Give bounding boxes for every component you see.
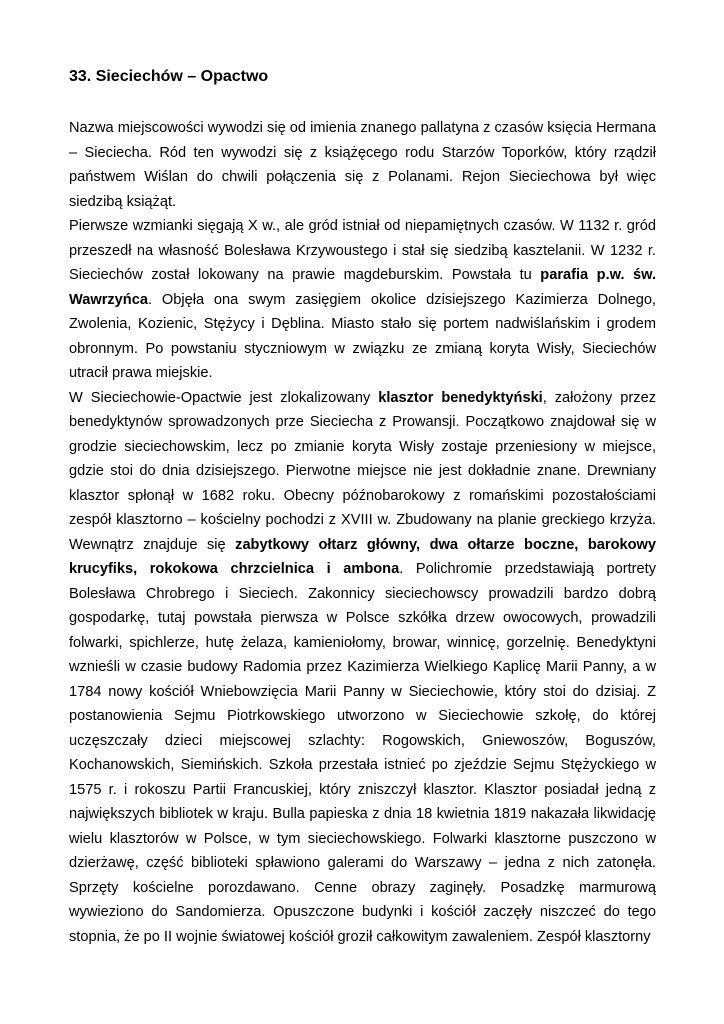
- paragraph-monastery-text-cont: , założony przez benedyktynów sprowadzonych prze Sieciecha z Prowansji. Początkowo znajdował się w grodzie sieciechowskim, lecz po zmianie koryta Wisły zostaje przeniesiony w miejsce, gdzie stoi do dnia dzisiejszego. Pierwotne miejsce nie jest dokładnie znane. Drewniany klasztor spłonął w 1682 roku. Obecny późnobarokowy z romańskimi pozostałościami zespół klasztorno – kościelny pochodzi z XVIII w. Zbudowany na planie greckiego krzyża. Wewnątrz znajduje się: [69, 389, 656, 553]
- monuments-list: zabytkowy ołtarz główny, dwa ołtarze boczne, barokowy krucyfiks, rokokowa chrzcielnica i ambona: [69, 536, 656, 577]
- paragraph-history: [69, 214, 656, 386]
- page-title: 33. Sieciechów – Opactwo: [69, 68, 269, 85]
- document-body: [69, 116, 656, 949]
- paragraph-origin: Nazwa miejscowości wywodzi się od imienia znanego pallatyna z czasów księcia Hermana – Sieciecha. Ród ten wywodzi się z książęcego rodu Starzów Toporków, który rządził państwem Wiślan do chwili połączenia się z Polanami. Rejon Sieciechowa był więc siedzibą książąt.: [69, 120, 656, 210]
- parish-name: parafia p.w. św. Wawrzyńca: [69, 267, 657, 308]
- paragraph-monastery-text-end: . Polichromie przedstawiają portrety Bolesława Chrobrego i Sieciech. Zakonnicy sieciechowscy prowadzili bardzo dobrą gospodarkę, tutaj powstała pierwsza w Polsce szkółka drzew owocowych, prowadzili folwarki, spichlerze, hutę żelaza, kamieniołomy, browar, winnicę, gorzelnię. Benedyktyni wznieśli w czasie budowy Radomia przez Kazimierza Wielkiego Kaplicę Marii Panny, a w 1784 nowy kościół Wniebowzięcia Marii Panny w Sieciechowie, który stoi do dzisiaj. Z postanowienia Sejmu Piotrkowskiego utworzono w Sieciechowie szkołę, do której uczęszczały dzieci miejscowej szlachty: Rogowskich, Gniewoszów, Boguszów, Kochanowskich, Siemińskich. Szkoła przestała istnieć po zjeździe Sejmu Stężyckiego w 1575 r. i rokoszu Partii Francuskiej, który zniszczył klasztor. Klasztor posiadał jedną z największych bibliotek w kraju. Bulla papieska z dnia 18 kwietnia 1819 nakazała likwidację wielu klasztorów w Polsce, w tym sieciechowskiego. Folwarki klasztorne puszczono w dzierżawę, część biblioteki spławiono galerami do Warszawy – jedna z nich zatonęła. Sprzęty kościelne porozdawano. Cenne obrazy zaginęły. Posadzkę marmurową wywieziono do Sandomierza. Opuszczone budynki i kościół zaczęły niszczeć do tego stopnia, że po II wojnie światowej kościół groził całkowitym zawaleniem. Zespół klasztorny: [69, 561, 657, 945]
- paragraph-monastery-text: W Sieciechowie-Opactwie jest zlokalizowany: [69, 389, 379, 406]
- paragraph-monastery: [69, 386, 656, 950]
- monastery-name: klasztor benedyktyński: [378, 389, 543, 406]
- paragraph-history-text-cont: . Objęła ona swym zasięgiem okolice dzisiejszego Kazimierza Dolnego, Zwolenia, Kozienic, Stężycy i Dęblina. Miasto stało się portem nadwiślańskim i grodem obronnym. Po powstaniu styczniowym w związku ze zmianą koryta Wisły, Sieciechów utracił prawa miejskie.: [69, 291, 656, 381]
- paragraph-history-text: Pierwsze wzmianki sięgają X w., ale gród istniał od niepamiętnych czasów. W 1132 r. gród przeszedł na własność Bolesława Krzywoustego i stał się siedzibą kasztelanii. W 1232 r. Sieciechów został lokowany na prawie magdeburskim. Powstała tu: [69, 218, 656, 283]
